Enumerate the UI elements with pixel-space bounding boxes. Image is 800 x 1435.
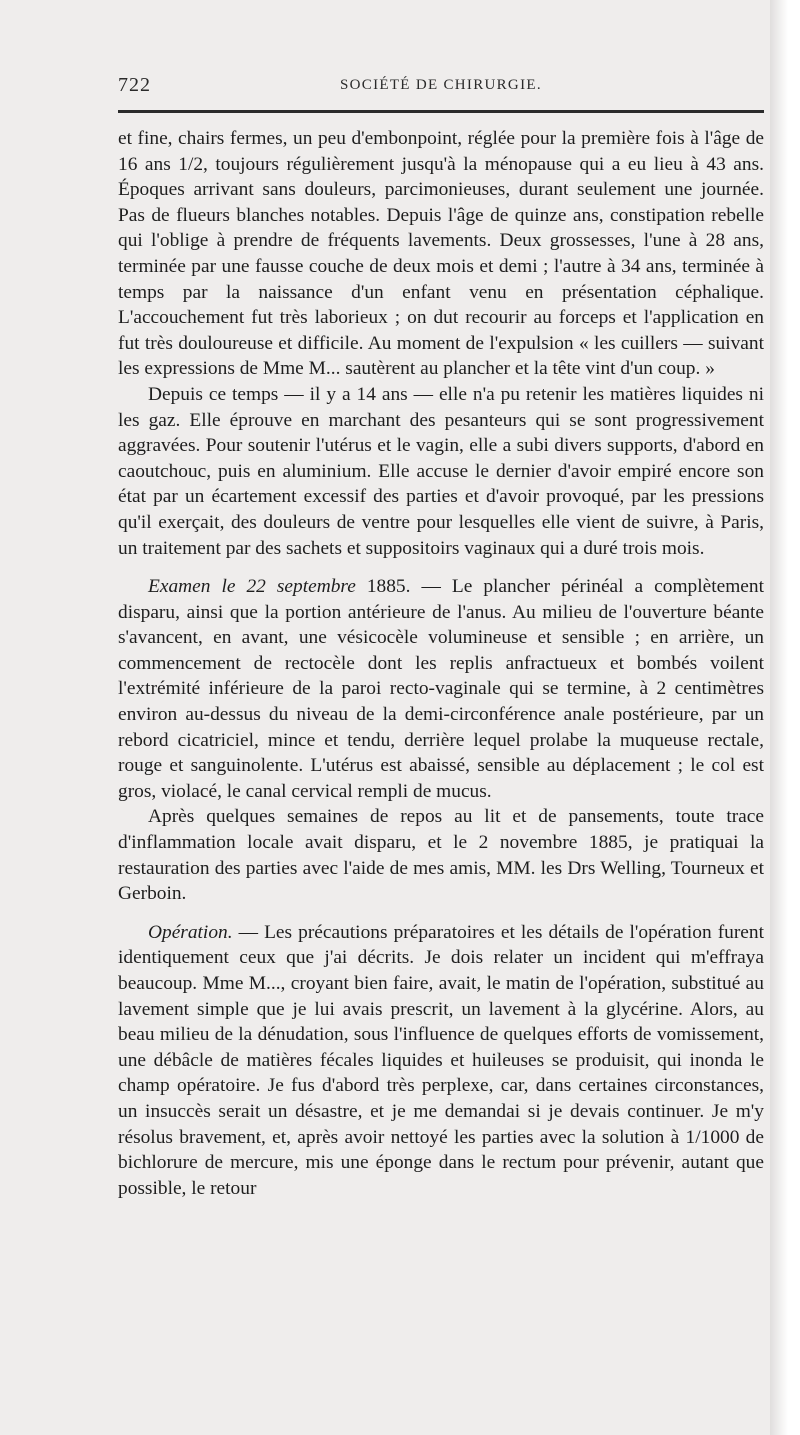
body-text xyxy=(118,126,764,1201)
running-head xyxy=(118,74,764,98)
paragraph-operation xyxy=(118,920,764,1202)
paragraph-restoration: Après quelques semaines de repos au lit et de pansements, toute trace d'inflammation locale avait disparu, et le 2 novembre 1885, je pratiquai la restauration des parties avec l'aide de mes amis, MM. les Drs Welling, Tourneux et Gerboin. xyxy=(118,806,764,905)
paragraph-examen-body: 1885. — Le plancher périnéal a complètement disparu, ainsi que la portion antérieure de l'anus. Au milieu de l'ouverture béante s'avancent, en avant, une vésicocèle volumineuse et sensible ; en arrière, un commencement de rectocèle dont les replis anfractueux et bombés voilent l'extrémité inférieure de la paroi recto-vaginale qui se termine, à 2 centimètres environ au-dessus du niveau de la demi-circonférence anale postérieure, par un rebord cicatriciel, mince et tendu, derrière lequel prolabe la muqueuse rectale, rouge et sanguinolente. L'utérus est abaissé, sensible au déplacement ; le col est gros, violacé, le canal cervical rempli de mucus. xyxy=(118,576,765,802)
paragraph-operation-body: — Les précautions préparatoires et les détails de l'opération furent identiquement ceux que j'ai décrits. Je dois relater un incident qui m'effraya beaucoup. Mme M..., croyant bien faire, avait, le matin de l'opération, substitué au lavement simple que je lui avais prescrit, un lavement à la glycérine. Alors, au beau milieu de la dénudation, sous l'influence de quelques efforts de vomissement, une débâcle de matières fécales liquides et huileuses se produisit, qui inonda le champ opératoire. Je fus d'abord très perplexe, car, dans certaines circonstances, un insuccès serait un désastre, et je me demandai si je devais continuer. Je m'y résolus bravement, et, après avoir nettoyé les parties avec la solution à 1/1000 de bichlorure de mercure, mis une éponge dans le rectum pour prévenir, autant que possible, le retour xyxy=(118,921,764,1199)
page-number: 722 xyxy=(118,74,151,96)
paragraph-operation-lead: Opération. xyxy=(148,921,233,943)
paragraph-examen xyxy=(118,574,764,804)
running-title: SOCIÉTÉ DE CHIRURGIE. xyxy=(340,77,542,93)
paragraph-symptoms: Depuis ce temps — il y a 14 ans — elle n'a pu retenir les matières liquides ni les gaz. Elle éprouve en marchant des pesanteurs qui se sont progressivement aggravées. Pour soutenir l'utérus et le vagin, elle a subi divers supports, d'abord en caoutchouc, puis en aluminium. Elle accuse le dernier d'avoir empiré encore son état par un écartement excessif des parties et d'avoir provoqué, par les pressions qu'il exerçait, des douleurs de ventre pour lesquelles elle vient de suivre, à Paris, un traitement par des sachets et suppositoirs vaginaux qui a duré trois mois. xyxy=(118,383,764,559)
paragraph-examen-lead: Examen le 22 septembre xyxy=(148,576,356,598)
page-edge-shadow xyxy=(770,0,800,1435)
header-rule xyxy=(118,110,764,113)
paragraph-history: et fine, chairs fermes, un peu d'embonpoint, réglée pour la première fois à l'âge de 16 ans 1/2, toujours régulièrement jusqu'à la ménopause qui a eu lieu à 43 ans. Époques arrivant sans douleurs, parcimonieuses, durant seulement une journée. Pas de flueurs blanches notables. Depuis l'âge de quinze ans, constipation rebelle qui l'oblige à prendre de fréquents lavements. Deux grossesses, l'une à 28 ans, terminée par une fausse couche de deux mois et demi ; l'autre à 34 ans, terminée à temps par la naissance d'un enfant venu en présentation céphalique. L'accouchement fut très laborieux ; on dut recourir au forceps et l'application en fut très douloureuse et difficile. Au moment de l'expulsion « les cuillers — suivant les expressions de Mme M... sautèrent au plancher et la tête vint d'un coup. » xyxy=(118,128,764,380)
